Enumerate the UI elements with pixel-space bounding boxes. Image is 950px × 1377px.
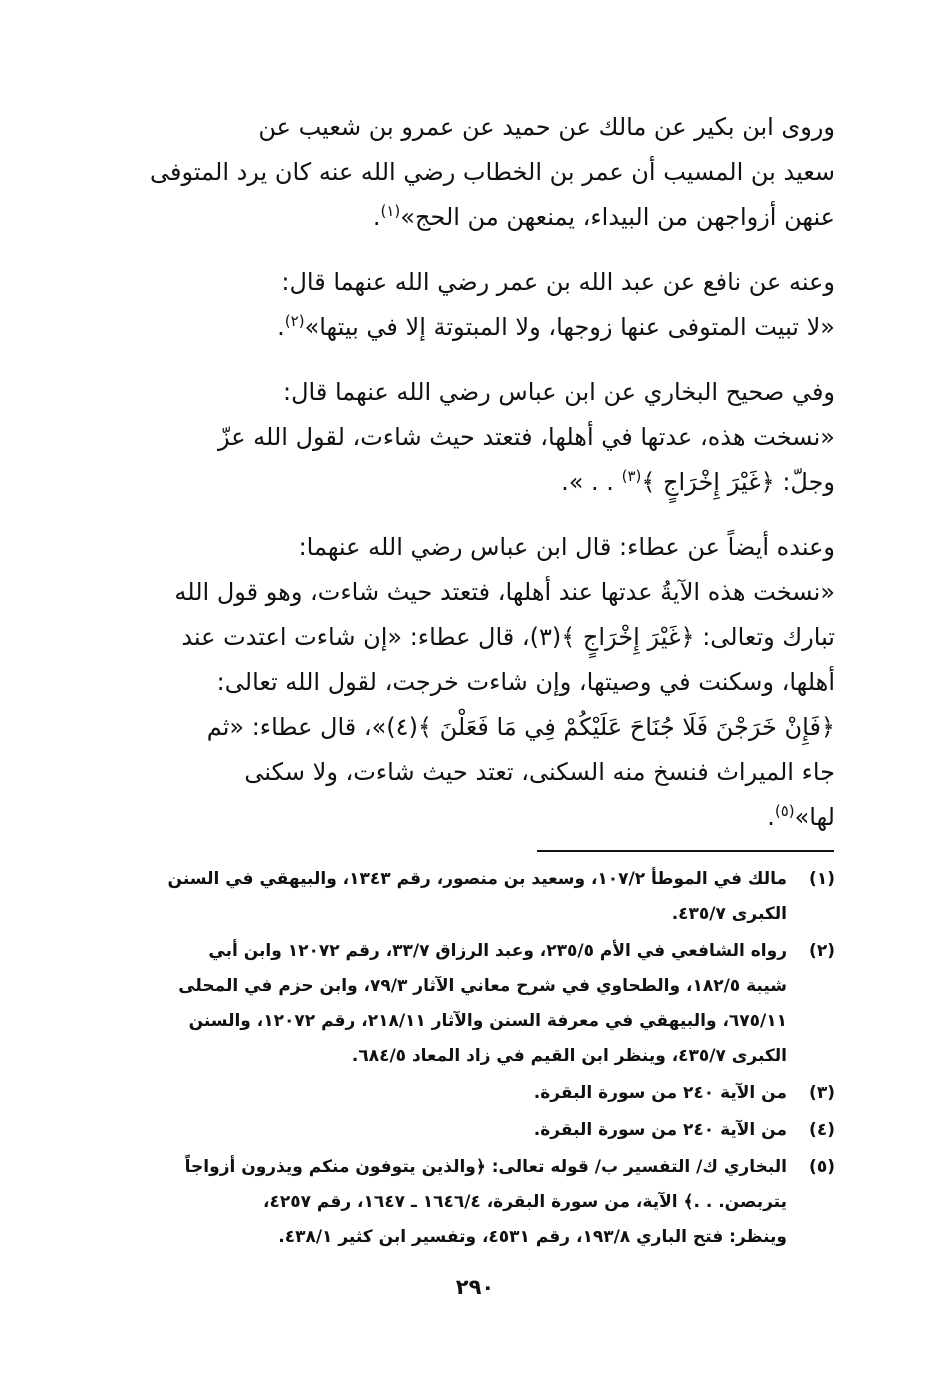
footnote-text bbox=[105, 934, 787, 1074]
footnote-line: وينظر: فتح الباري ١٩٣/٨، رقم ٤٥٣١، وتفسير ابن كثير ٤٣٨/١. bbox=[278, 1227, 787, 1247]
paragraph-4 bbox=[105, 525, 835, 840]
footnote-number: (١) bbox=[809, 869, 835, 889]
footnote-ref: (٥) bbox=[774, 802, 795, 820]
footnote-1 bbox=[105, 862, 835, 932]
text-line: ﴿فَإِنْ خَرَجْنَ فَلَا جُنَاحَ عَلَيْكُمْ فِي مَا فَعَلْنَ ﴾(٤)»، قال عطاء: «ثم bbox=[206, 713, 835, 741]
text-line: «نسخت هذه الآيةُ عدتها عند أهلها، فتعتد حيث شاءت، وهو قول الله bbox=[174, 578, 835, 606]
footnote-2 bbox=[105, 934, 835, 1074]
footnote-3 bbox=[105, 1076, 835, 1111]
line-ending: . bbox=[767, 803, 775, 831]
footnote-line: الكبرى ٤٣٥/٧، وينظر ابن القيم في زاد المعاد ٦٨٤/٥. bbox=[351, 1046, 787, 1066]
footnote-line: من الآية ٢٤٠ من سورة البقرة. bbox=[533, 1120, 787, 1140]
footnote-line: رواه الشافعي في الأم ٢٣٥/٥، وعبد الرزاق ٣٣/٧، رقم ١٢٠٧٢ وابن أبي bbox=[208, 941, 787, 961]
text-line-content: «لا تبيت المتوفى عنها زوجها، ولا المبتوتة إلا في بيتها» bbox=[304, 313, 835, 341]
main-text bbox=[105, 105, 835, 860]
footnote-line: مالك في الموطأ ١٠٧/٢، وسعيد بن منصور، رقم ١٣٤٣، والبيهقي في السنن bbox=[167, 869, 787, 889]
text-line bbox=[105, 305, 835, 350]
footnote-number: (٢) bbox=[809, 941, 835, 961]
footnote-ref: (٢) bbox=[284, 312, 305, 330]
footnote-line: الكبرى ٤٣٥/٧. bbox=[671, 904, 787, 924]
paragraph-2 bbox=[105, 260, 835, 350]
footnote-line: يتربصن. . .﴾ الآية، من سورة البقرة، ١٦٤٦/٤ ـ ١٦٤٧، رقم ٤٢٥٧، bbox=[262, 1192, 787, 1212]
text-line: تبارك وتعالى: ﴿غَيْرَ إِخْرَاجٍ ﴾(٣)، قال عطاء: «إن شاءت اعتدت عند bbox=[181, 623, 835, 651]
footnotes bbox=[105, 862, 835, 1257]
text-line: وروى ابن بكير عن مالك عن حميد عن عمرو بن شعيب عن bbox=[258, 113, 835, 141]
footnote-ref: (١) bbox=[380, 202, 401, 220]
text-line bbox=[105, 795, 835, 840]
footnote-number: (٥) bbox=[809, 1157, 835, 1177]
text-line-content: لها» bbox=[794, 803, 835, 831]
footnote-ref: (٣) bbox=[621, 467, 642, 485]
text-line-content: عنهن أزواجهن من البيداء، يمنعهن من الحج» bbox=[400, 203, 835, 231]
line-ending: . . ». bbox=[561, 468, 622, 496]
text-line bbox=[105, 195, 835, 240]
footnote-text bbox=[105, 1076, 787, 1111]
footnote-line: من الآية ٢٤٠ من سورة البقرة. bbox=[533, 1083, 787, 1103]
line-ending: . bbox=[372, 203, 381, 231]
text-line-content: وجلّ: ﴿غَيْرَ إِخْرَاجٍ ﴾ bbox=[641, 468, 835, 496]
text-line: أهلها، وسكنت في وصيتها، وإن شاءت خرجت، لقول الله تعالى: bbox=[216, 668, 835, 696]
paragraph-1 bbox=[105, 105, 835, 240]
text-line bbox=[105, 460, 835, 505]
footnote-text bbox=[105, 862, 787, 932]
footnote-number: (٣) bbox=[809, 1083, 835, 1103]
footnote-separator bbox=[537, 850, 834, 852]
footnote-4 bbox=[105, 1113, 835, 1148]
text-line: وعنده أيضاً عن عطاء: قال ابن عباس رضي الله عنهما: bbox=[298, 533, 835, 561]
line-ending: . bbox=[277, 313, 285, 341]
footnote-text bbox=[105, 1113, 787, 1148]
footnote-line: ٦٧٥/١١، والبيهقي في معرفة السنن والآثار ٢١٨/١١، رقم ١٢٠٧٢، والسنن bbox=[188, 1011, 787, 1031]
footnote-number: (٤) bbox=[809, 1120, 835, 1140]
footnote-line: شيبة ١٨٢/٥، والطحاوي في شرح معاني الآثار ٧٩/٣، وابن حزم في المحلى bbox=[178, 976, 787, 996]
footnote-text bbox=[105, 1150, 787, 1255]
footnote-line: البخاري ك/ التفسير ب/ قوله تعالى: ﴿والذين يتوفون منكم ويذرون أزواجاً bbox=[184, 1157, 787, 1177]
paragraph-3 bbox=[105, 370, 835, 505]
page-number: ٢٩٠ bbox=[455, 1275, 495, 1299]
text-line: سعيد بن المسيب أن عمر بن الخطاب رضي الله عنه كان يرد المتوفى bbox=[150, 158, 835, 186]
footnote-5 bbox=[105, 1150, 835, 1255]
text-line: وفي صحيح البخاري عن ابن عباس رضي الله عنهما قال: bbox=[283, 378, 835, 406]
text-line: وعنه عن نافع عن عبد الله بن عمر رضي الله عنهما قال: bbox=[281, 268, 835, 296]
text-line: «نسخت هذه، عدتها في أهلها، فتعتد حيث شاءت، لقول الله عزّ bbox=[217, 423, 835, 451]
text-line: جاء الميراث فنسخ منه السكنى، تعتد حيث شاءت، ولا سكنى bbox=[244, 758, 835, 786]
